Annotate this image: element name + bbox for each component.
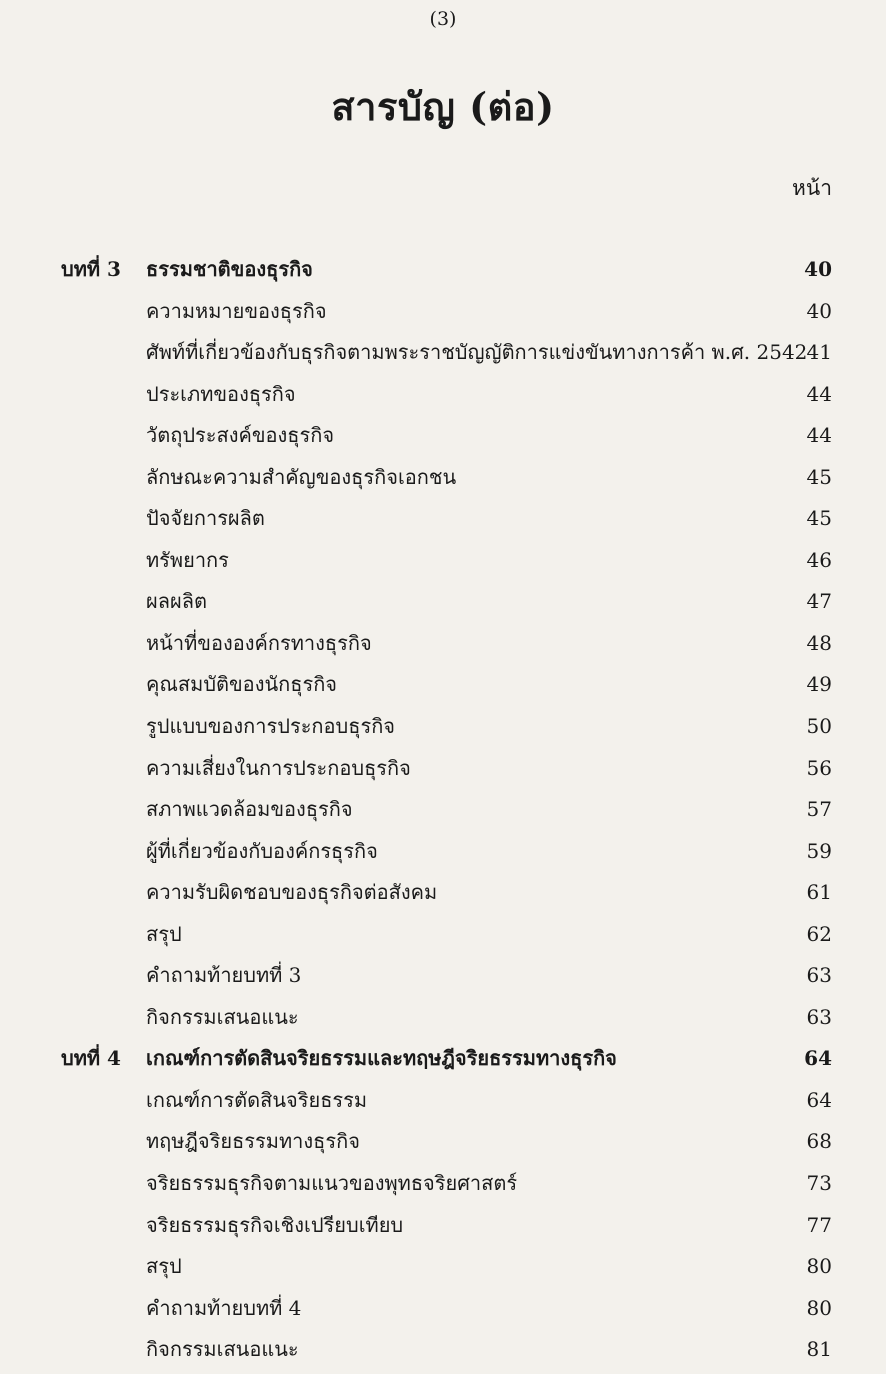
entry-page-number: 68 [806, 1129, 832, 1154]
entry-page-number: 59 [806, 838, 832, 863]
toc-entry-row [0, 418, 886, 460]
entry-page-number: 44 [806, 381, 832, 406]
toc-entry-row [0, 958, 886, 1000]
entry-page-number: 80 [806, 1295, 832, 1320]
toc-entry-row [0, 1208, 886, 1250]
entry-title: คุณสมบัติของนักธุรกิจ [146, 672, 338, 697]
toc-entry-row [0, 1166, 886, 1208]
entry-title: จริยธรรมธุรกิจเชิงเปรียบเทียบ [146, 1212, 404, 1237]
entry-title: กิจกรรมเสนอแนะ [146, 1337, 299, 1362]
entry-page-number: 61 [806, 880, 832, 905]
entry-page-number: 81 [806, 1337, 832, 1362]
entry-page-number: 80 [806, 1254, 832, 1279]
toc-entry-row [0, 709, 886, 751]
entry-page-number: 48 [806, 630, 832, 655]
toc-entry-row [0, 501, 886, 543]
toc-entry-row [0, 335, 886, 377]
entry-title: เกณฑ์การตัดสินจริยธรรม [146, 1087, 368, 1112]
entry-title: ธรรมชาติของธุรกิจ [146, 257, 313, 281]
entry-title: รูปแบบของการประกอบธุรกิจ [146, 714, 396, 739]
entry-page-number: 63 [806, 1004, 832, 1029]
table-of-contents [0, 252, 886, 1374]
page-number: (3) [429, 8, 457, 30]
toc-entry-row [0, 626, 886, 668]
entry-title: สรุป [146, 1254, 182, 1279]
toc-entry-row [0, 834, 886, 876]
entry-title: ผู้ที่เกี่ยวข้องกับองค์กรธุรกิจ [146, 838, 378, 863]
entry-title: คำถามท้ายบทที่ 4 [146, 1295, 302, 1320]
entry-title: วัตถุประสงค์ของธุรกิจ [146, 423, 335, 448]
entry-title: ปัจจัยการผลิต [146, 506, 265, 531]
entry-title: หน้าที่ขององค์กรทางธุรกิจ [146, 630, 372, 655]
entry-page-number: 64 [804, 1046, 832, 1071]
entry-page-number: 77 [806, 1212, 832, 1237]
toc-entry-row [0, 875, 886, 917]
toc-entry-row [0, 1083, 886, 1125]
entry-page-number: 57 [806, 797, 832, 822]
entry-page-number: 49 [806, 672, 832, 697]
entry-title: ทฤษฎีจริยธรรมทางธุรกิจ [146, 1129, 360, 1154]
toc-entry-row [0, 751, 886, 793]
toc-entry-row [0, 792, 886, 834]
page-column-header: หน้า [792, 176, 832, 200]
entry-title: สรุป [146, 921, 182, 946]
page-title: สารบัญ (ต่อ) [331, 84, 555, 129]
toc-entry-row [0, 460, 886, 502]
toc-entry-row [0, 1124, 886, 1166]
entry-page-number: 47 [806, 589, 832, 614]
entry-title: สภาพแวดล้อมของธุรกิจ [146, 797, 353, 822]
entry-page-number: 41 [806, 340, 832, 365]
toc-entry-row [0, 584, 886, 626]
entry-title: กิจกรรมเสนอแนะ [146, 1004, 299, 1029]
entry-page-number: 56 [806, 755, 832, 780]
toc-entry-row [0, 543, 886, 585]
entry-page-number: 63 [806, 963, 832, 988]
toc-entry-row [0, 1249, 886, 1291]
entry-title: ทรัพยากร [146, 547, 229, 572]
toc-chapter-row [0, 252, 886, 294]
entry-page-number: 64 [806, 1087, 832, 1112]
entry-page-number: 45 [806, 464, 832, 489]
entry-title: คำถามท้ายบทที่ 3 [146, 963, 302, 988]
entry-title: ผลผลิต [146, 589, 207, 614]
entry-title: ความหมายของธุรกิจ [146, 298, 327, 323]
entry-page-number: 46 [806, 547, 832, 572]
toc-entry-row [0, 294, 886, 336]
entry-title: ความเสี่ยงในการประกอบธุรกิจ [146, 755, 411, 780]
toc-entry-row [0, 1000, 886, 1042]
entry-page-number: 44 [806, 423, 832, 448]
toc-entry-row [0, 1332, 886, 1374]
entry-title: ความรับผิดชอบของธุรกิจต่อสังคม [146, 880, 438, 905]
entry-page-number: 73 [806, 1171, 832, 1196]
toc-entry-row [0, 917, 886, 959]
entry-title: ศัพท์ที่เกี่ยวข้องกับธุรกิจตามพระราชบัญญัติการแข่งขันทางการค้า พ.ศ. 2542 [146, 340, 808, 365]
entry-title: ลักษณะความสำคัญของธุรกิจเอกชน [146, 464, 457, 489]
entry-page-number: 40 [806, 298, 832, 323]
entry-page-number: 45 [806, 506, 832, 531]
entry-title: เกณฑ์การตัดสินจริยธรรมและทฤษฎีจริยธรรมทางธุรกิจ [146, 1046, 617, 1071]
toc-entry-row [0, 667, 886, 709]
entry-page-number: 40 [804, 257, 832, 281]
toc-entry-row [0, 1291, 886, 1333]
chapter-label: บทที่ 3 [61, 257, 121, 281]
entry-page-number: 50 [806, 714, 832, 739]
entry-page-number: 62 [806, 921, 832, 946]
entry-title: ประเภทของธุรกิจ [146, 381, 296, 406]
entry-title: จริยธรรมธุรกิจตามแนวของพุทธจริยศาสตร์ [146, 1171, 518, 1196]
toc-entry-row [0, 377, 886, 419]
chapter-label: บทที่ 4 [61, 1046, 121, 1071]
toc-chapter-row [0, 1041, 886, 1083]
